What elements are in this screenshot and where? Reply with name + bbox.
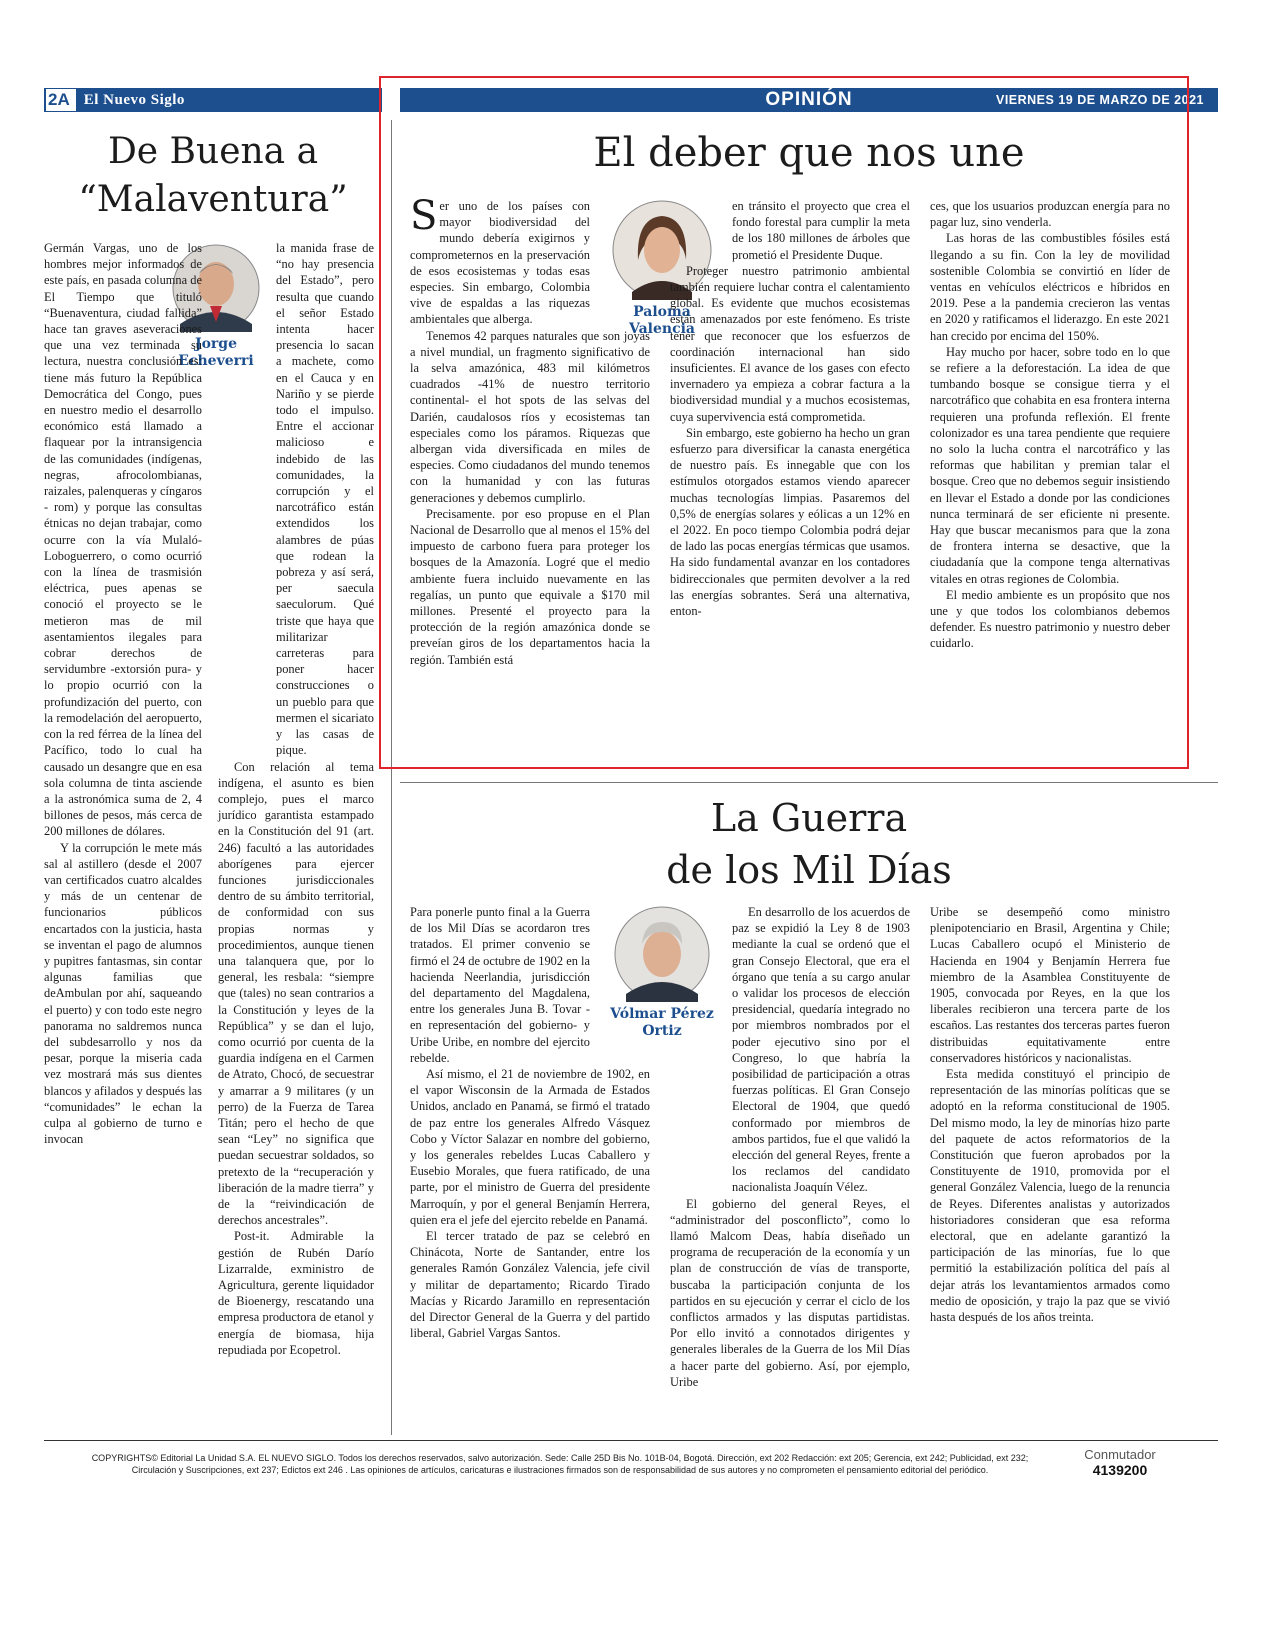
main-article-title: El deber que nos une	[593, 130, 1025, 176]
paragraph: Germán Vargas, uno de los hombres mejor informados de este país, en pasada columna de El Tiempo que tituló “Buenaventura, ciudad fallida” hace tan graves aseveraciones que una vez terminada su lectura, nuestra conclusión es: tiene más futuro la República Democrática del Congo, pues en nuestro medio el desarrollo económico está llamado a flaquear por la intransigencia de las comunidades (indígenas, negras, afrocolombianas, raizales, palenqueras y cíngaros - rom) y porque las consultas étnicas no dejan trabajar, como ocurre con la vía Mulaló-Loboguerrero, o como ocurrió con la línea de trasmisión eléctrica, pues apenas se conoció el proyecto se le metieron mas de mil asentamientos ilegales para cobrar derechos de servidumbre -extorsión pura- y lo propio ocurrió con la profundización del puerto, con la remodelación del aeropuerto, con la red férrea de la línea del Pacífico, todo lo cual ha causado un desangre que en esa sola columna de tinta asciende a la astronómica suma de 2, 4 billones de pesos, más cerca de 200 millones de dólares.	[44, 241, 202, 839]
switchboard-number: 4139200	[1092, 1462, 1148, 1478]
paragraph: Para ponerle punto final a la Guerra de los Mil Días se acordaron tres tratados. El primer convenio se firmó el 24 de octubre de 1902 en la hacienda Neerlandia, jurisdicción del departamento del Magdalena, entre los generales Juna B. Tovar - en representación del gobierno- y Uribe Uribe, en nombre del ejercito rebelde.	[410, 905, 590, 1065]
drop-cap: S	[410, 193, 438, 239]
page-number: 2A	[46, 89, 76, 111]
paragraph: Hay mucho por hacer, sobre todo en lo que se refiere a la deforestación. La idea de que tumbando bosque se consigue tierra y el narcotráfico que cohabita en esa frontera interna requieren una profunda reflexión. El frente colonizador es una tarea pendiente que requiere no solo la lucha contra el narcotráfico y las reformas que habilitan y premian talar el bosque. Creo que no debemos seguir insistiendo en llevar el Estado a donde por las condiciones nunca terminará de ser eficiente ni presente. Hay que buscar mecanismos para que la zona de frontera interna se desactive, que la ciudadanía que la compone tenga alternativas vitales en otras regiones de Colombia.	[930, 344, 1170, 586]
bottom-article-title	[400, 792, 1218, 896]
switchboard-label: Conmutador	[1084, 1447, 1156, 1462]
left-article-col1	[44, 240, 202, 1147]
title-line: de los Mil Días	[666, 848, 952, 892]
switchboard-box	[1078, 1448, 1162, 1478]
left-header-bar	[44, 88, 382, 112]
bottom-article-col1	[410, 904, 650, 1341]
main-article-col1	[410, 193, 650, 668]
left-article-title: De Buena a “Malaventura”	[78, 131, 348, 220]
paragraph: Así mismo, el 21 de noviembre de 1902, en el vapor Wisconsin de la Armada de Estados Unidos, anclado en Panamá, se firmó el tratado de paz entre los generales Alfredo Vásquez Cobo y Víctor Salazar en nombre del gobierno, y los generales rebeldes Lucas Caballero y Eusebio Morales, que fuera ratificado, de una parte, por el ministro de Guerra del presidente Marroquín, y por el general Benjamín Herrera, quien era el jefe del ejercito rebelde en Panamá.	[410, 1067, 650, 1227]
footer-copyright	[60, 1452, 1060, 1476]
issue-date: VIERNES 19 DE MARZO DE 2021	[995, 93, 1204, 107]
paragraph: Esta medida constituyó el principio de representación de las minorías políticas que se adoptó en la reforma constitucional de 1905. Del mismo modo, la ley de minorías hizo parte del paquete de actos reformatorios de la Constitución que fueron aprobados por la Constituyente de 1910, promovida por el general González Valencia, luego de la renuncia de Reyes. Diferentes analistas y autorizados historiadores consideran que esa reforma electoral, que en adelante garantizó la participación de las minorías, fue lo que permitió la estabilización política del país al dejar atrás los levantamientos armados como medio de oposición, y trajo la paz que se vivió hasta después de los años treinta.	[930, 1067, 1170, 1325]
paragraph: Uribe se desempeñó como ministro plenipotenciario en Brasil, Argentina y Chile; Lucas Caballero ocupó el Ministerio de Hacienda en 1904 y Benjamín Herrera fue miembro de la Asamblea Constituyente de 1905, convocada por Reyes, en la que los liberales recibieron una tercera parte de los escaños. Las restantes dos terceras partes fueron distribuidas equitativamente entre conservadores históricos y nacionalistas.	[930, 905, 1170, 1065]
paragraph: Proteger nuestro patrimonio ambiental también requiere luchar contra el calentamiento global. Es evidente que muchos ecosistemas están amenazados por este fenómeno. Es triste tener que reconocer que los esfuerzos de coordinación internacional han sido insuficientes. El avance de los gases con efecto invernadero ya empieza a cobrar factura a la biodiversidad mundial y a muchos ecosistemas, cuya supervivencia está comprometida.	[670, 263, 910, 424]
paragraph: El gobierno del general Reyes, el “administrador del posconflicto”, como lo llamó Malcom Deas, había diseñado un programa de recuperación de la economía y un plan de construcción de vías de transporte, buscaba la participación conjunta de los partidos en su ejecución y cerrar el ciclo de los conflictos armados y las disputas partidistas. Por ello invitó a connotados dirigentes y generales liberales de la Guerra de los Mil Días a hacer parte del gobierno. Así, por ejemplo, Uribe	[670, 1196, 910, 1389]
paragraph: En desarrollo de los acuerdos de paz se expidió la Ley 8 de 1903 mediante la cual se ordenó que el gran Consejo Electoral, que era el órgano que tenía a su cargo anular o validar los procesos de elección presidencial, quedaría integrado no por miembros nombrados por el poder ejecutivo sino por el Congreso, lo que habría la posibilidad de participación a otras fuerzas políticas. El Gran Consejo Electoral de 1904, que quedó conformado por miembros de ambos partidos, fue el que validó la elección del general Reyes, frente a los reclamos del candidato nacionalista Joaquín Vélez.	[732, 905, 910, 1195]
masthead: El Nuevo Siglo	[83, 91, 185, 108]
author-name: Paloma Valencia	[629, 304, 695, 337]
author-name: Vólmar Pérez Ortiz	[610, 1006, 714, 1039]
paragraph: en tránsito el proyecto que crea el fondo forestal para cumplir la meta de los 180 millones de árboles que prometió el Presidente Duque.	[732, 199, 910, 262]
left-article-col2	[218, 240, 374, 1358]
section-divider	[400, 782, 1218, 783]
paragraph: Con relación al tema indígena, el asunto es bien complejo, pues el marco jurídico garantista estampado en la Constitución del 91 (art. 246) facultó a las autoridades aborígenes para ejercer funciones jurisdiccionales dentro de su ámbito territorial, de conformidad con sus propias normas y procedimientos, aunque tienen una talanquera que, por lo general, les resbala: “siempre que (tales) no sean contrarios a la Constitución y leyes de la República” y se dan el lujo, como ocurrió por cuenta de la guardia indígena en el Carmen de Atrato, Chocó, de secuestrar y amarrar a 9 militares (y un perro) de la Fuerza de Tarea Titán; pero el hecho de que sean “Ley” no significa que puedan secuestrar soldados, so pretexto de la “recuperación y liberación de la madre tierra” y de la “reivindicación de derechos ancestrales”.	[218, 759, 374, 1228]
paragraph: Y la corrupción le mete más sal al astillero (desde el 2007 van certificados cuatro alcaldes y más de un centenar de funcionarios públicos encartados con la justicia, hasta se inventan el pago de alumnos y pupitres fantasmas, sin contar algunas familias que deAmbulan por ahí, saqueando el puerto) y con todo este negro panorama no saldremos nunca del subdesarrollo y nos da pesar, porque la miseria cada vez mostrará más sus dientes blancos y afilados y después las “comunidades” le echan la culpa al gobierno de turno e invocan	[44, 840, 202, 1147]
bottom-article-col2	[670, 904, 910, 1390]
paragraph: El medio ambiente es un propósito que nos une y que todos los colombianos debemos defender. Es nuestro patrimonio y nuestro deber cuidarlo.	[930, 587, 1170, 651]
paragraph: Sin embargo, este gobierno ha hecho un gran esfuerzo para diversificar la canasta energética de nuestro país. Es innegable que con los estímulos otorgados estamos viendo aparecer muchas tecnologías limpias. Pasaremos del 0,5% de energías solares y eólicas a un 12% en el 2022. En poco tiempo Colombia podrá dejar de lado las pocas energías térmicas que usamos. Ha sido fundamental avanzar en los contadores bidireccionales que permiten devolver a la red las energías sobrantes. Será una alternativa, enton-	[670, 425, 910, 619]
paragraph: Ser uno de los países con mayor biodiversidad del mundo debería exigirnos y comprometernos en la preservación de esos ecosistemas y todas esas especies. Sin embargo, Colombia vive de espaldas a las riquezas ambientales que alberga.	[410, 193, 590, 327]
bottom-article-col3	[930, 904, 1170, 1325]
paragraph: Tenemos 42 parques naturales que son joyas a nivel mundial, un fragmento significativo de la selva amazónica, 483 mil kilómetros cuadrados -41% de nuestro territorio continental- el hot spots de las selvas del Darién, caudalosos ríos y ecosistemas tan especiales como los páramos. Riquezas que albergan vida diversificada en miles de especies. Como ciudadanos del mundo tenemos con la humanidad y con las futuras generaciones y debemos cumplirlo.	[410, 328, 650, 505]
section-title: OPINIÓN	[765, 89, 853, 110]
footer-line: COPYRIGHTS© Editorial La Unidad S.A. EL NUEVO SIGLO. Todos los derechos reservados, salvo autorización. Sede: Calle 25D Bis No. 101B-04, Bogotá. Dirección, ext 202 Redacción: ext 205; Gerencia, ext 242; Publicidad, ext 232;	[91, 1453, 1029, 1463]
footer-rule	[44, 1440, 1218, 1441]
paragraph: Las horas de las combustibles fósiles está llegando a su fin. Con la ley de movilidad sostenible Colombia se convirtió en líder de ventas en vehículos eléctricos e híbridos en 2019. Pese a la pandemia crecieron las ventas en 2020 y ratificamos el liderazgo. En este 2021 han crecido por encima del 150%.	[930, 231, 1170, 343]
main-article-col3	[930, 198, 1170, 652]
paragraph: Precisamente. por eso propuse en el Plan Nacional de Desarrollo que al menos el 15% del impuesto de carbono fuera para proteger los bosques de la Amazonía. Logré que el medio ambiente fuera incluido nuevamente en las regalías, un punto que equivale a $170 mil millones. Presenté el proyecto para la protección de la región amazónica donde se preveían giros de los departamentos hacia la región. También está	[410, 506, 650, 667]
main-article-col2	[670, 198, 910, 619]
paragraph: la manida frase de “no hay presencia del Estado”, pero resulta que cuando el señor Estado intenta hacer presencia lo sacan a machete, como en el Cauca y en Nariño y se pierde todo el impulso. Entre el accionar malicioso e indebido de las comunidades, la corrupción y el narcotráfico están extendidos los alambres de púas que rodean la pobreza y así será, per saecula saeculorum. Qué triste que haya que militarizar carreteras para poner hacer construcciones o un pueblo para que mermen el sicariato y las casas de pique.	[276, 241, 374, 758]
paragraph: Post-it. Admirable la gestión de Rubén Darío Lizarralde, exministro de Agricultura, gerente liquidador de Bioenergy, rescatando una empresa productora de etanol y energía de biomasa, hija repudiada por Ecopetrol.	[218, 1229, 374, 1357]
title-line: La Guerra	[710, 796, 908, 840]
author-name: Jorge Echeverri	[178, 336, 254, 369]
paragraph: ces, que los usuarios produzcan energía para no pagar luz, sino venderla.	[930, 199, 1170, 230]
footer-line: Circulación y Suscripciones, ext 237; Edictos ext 246 . Las opiniones de artículos, caricaturas e ilustraciones firmados son de responsabilidad de sus autores y no comprometen el pensamiento editorial del periódico.	[131, 1465, 989, 1475]
paragraph: El tercer tratado de paz se celebró en Chinácota, Norte de Santander, entre los generales Ramón González Valencia, jefe civil y militar de departamento; Ricardo Tirado Macías y Ricardo Jaramillo en representación del Director General de la Guerra y del partido liberal, Gabriel Vargas Santos.	[410, 1229, 650, 1341]
